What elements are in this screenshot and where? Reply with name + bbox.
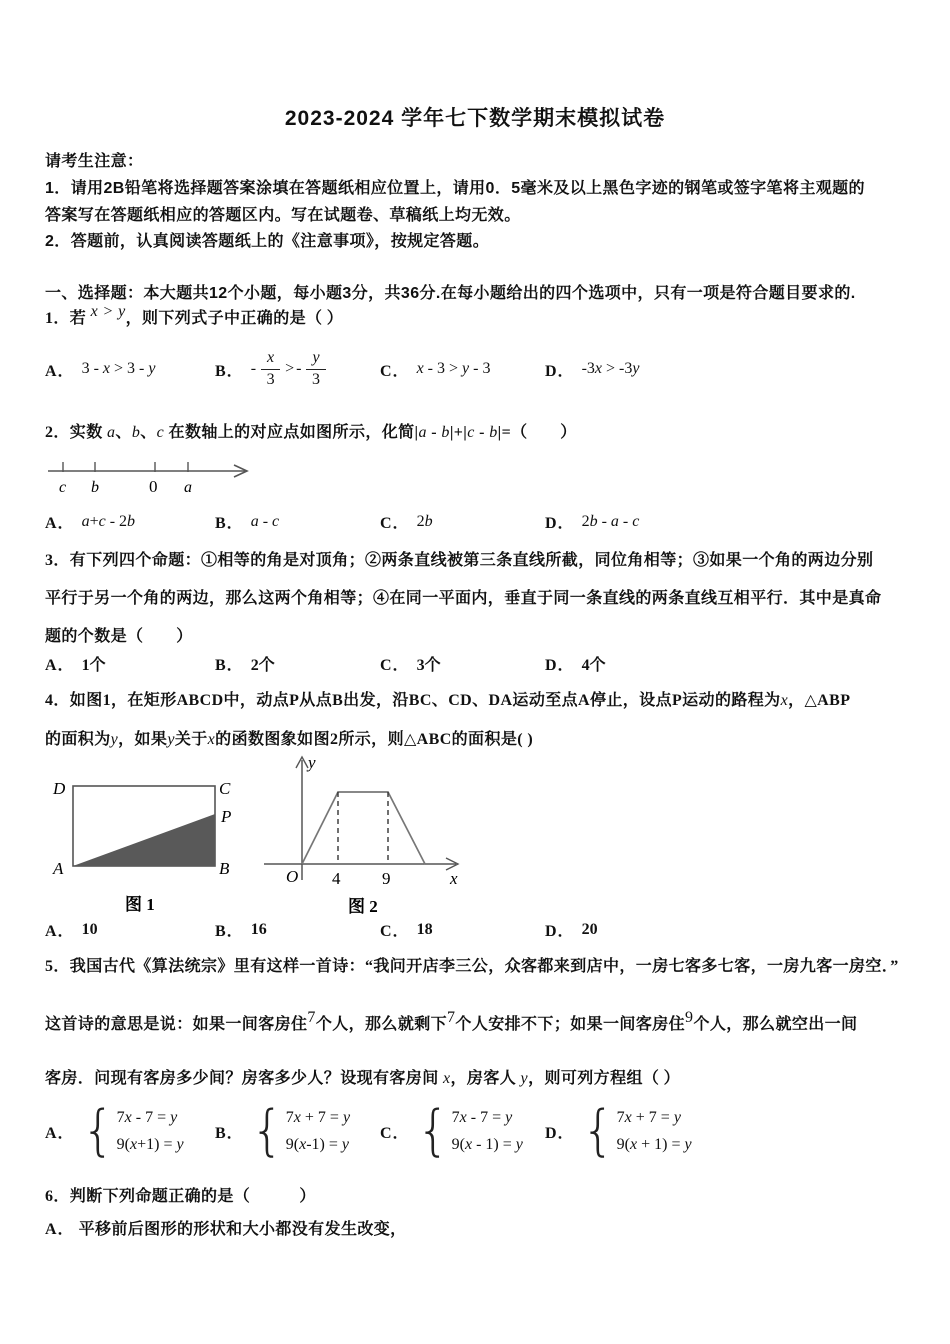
fraction-denominator: 3 — [312, 371, 321, 388]
question-1-stem — [45, 303, 905, 332]
question-3-line3: 题的个数是（ ） — [45, 628, 193, 645]
question-4-line2 — [45, 727, 905, 753]
question-2-options — [45, 510, 905, 533]
text-segment: 的面积为 — [45, 731, 111, 748]
text-segment: 9( — [116, 1136, 130, 1153]
text-segment: 个人，那么就空出一间 — [693, 1016, 858, 1033]
option-label: D． — [545, 657, 575, 674]
numberline-label-c: c — [59, 479, 67, 496]
q1-option-d — [545, 336, 905, 402]
q3-option-c — [380, 652, 545, 675]
equation-system: { 7x - 7 = y 9(x - 1) = y — [416, 1099, 523, 1163]
graph-line — [302, 792, 425, 864]
option-value: 3个 — [416, 657, 441, 674]
q5-option-c — [380, 1096, 545, 1166]
equation-1 — [286, 1105, 350, 1130]
notice-heading: 请考生注意： — [45, 153, 144, 170]
option-label: C． — [380, 362, 410, 380]
text-segment: 个人，那么就剩下 — [315, 1016, 448, 1033]
option-label: C． — [380, 923, 410, 940]
text-segment: b — [424, 512, 433, 530]
text-segment: - 7 = — [131, 1109, 171, 1126]
option-label: A． — [45, 1221, 75, 1238]
text-segment: y — [515, 1136, 523, 1153]
text-segment: x — [464, 1136, 473, 1153]
q4-option-d — [545, 918, 905, 941]
text-segment: 关于 — [174, 731, 208, 748]
q3-option-b — [215, 652, 380, 675]
notice-item2: 2．答题前，认真阅读答题纸上的《注意事项》，按规定答题。 — [45, 233, 490, 250]
fraction — [306, 348, 325, 390]
text-segment: 这首诗的意思是说：如果一间客房住 — [45, 1016, 308, 1033]
option-value — [82, 513, 135, 531]
figure-1 — [45, 768, 255, 926]
fraction-numerator: x — [261, 348, 280, 370]
equation-2 — [617, 1132, 692, 1157]
option-value: 16 — [250, 920, 267, 938]
option-value — [417, 513, 433, 531]
text-segment: - — [426, 424, 442, 441]
q6-option-a — [45, 1217, 905, 1243]
vertex-label-p: P — [221, 807, 232, 826]
vertex-label-c: C — [219, 779, 231, 798]
option-label: D． — [545, 362, 575, 380]
text-segment: 的函数图象如图2所示，则△ABC的面积是( ) — [215, 731, 534, 748]
text-segment: c — [272, 512, 280, 530]
text-segment: |=（ ） — [497, 424, 577, 441]
text-segment: - 3 > — [423, 360, 463, 377]
option-label: A． — [45, 657, 75, 674]
text-segment: x — [624, 1109, 632, 1126]
minus-sign: - — [296, 360, 302, 377]
question-1-options — [45, 336, 905, 402]
vertex-label-b: B — [219, 859, 230, 878]
shaded-triangle-abp — [73, 814, 215, 866]
text-segment: y — [167, 731, 175, 748]
question-3-options — [45, 652, 905, 675]
q4-option-a — [45, 918, 215, 941]
text-segment: -3 — [581, 360, 595, 377]
minus-sign: - — [250, 360, 257, 377]
q5-option-a — [45, 1096, 215, 1166]
text-segment: c — [467, 424, 475, 441]
text-segment: y — [632, 360, 640, 377]
text-segment: ，△ABP — [788, 692, 851, 709]
x-axis-label: x — [450, 869, 458, 888]
q2-option-b — [215, 510, 380, 533]
text-segment: -1) = — [306, 1136, 342, 1153]
text-segment: 9 — [685, 1009, 694, 1026]
option-label: D． — [545, 515, 575, 532]
text-segment: 7 — [116, 1109, 125, 1126]
text-segment: a — [107, 424, 116, 441]
text-segment: x — [443, 1070, 451, 1087]
fraction — [261, 348, 280, 390]
text-segment: y — [148, 360, 156, 377]
text-segment: 9( — [451, 1136, 465, 1153]
equation-2 — [286, 1132, 350, 1157]
text-segment: - — [258, 512, 273, 530]
equation-system: { 7x + 7 = y 9(x-1) = y — [250, 1099, 351, 1163]
greater-than-sign: > — [285, 360, 295, 377]
equation-2 — [117, 1132, 184, 1157]
fraction-expression — [251, 348, 329, 390]
option-label: D． — [545, 1124, 575, 1142]
option-value — [82, 360, 156, 378]
numberline-figure — [45, 448, 275, 500]
text-segment: x — [299, 1136, 307, 1153]
option-label: A． — [45, 923, 75, 940]
text-segment: b — [127, 512, 136, 530]
question-3-line1: 3．有下列四个命题：①相等的角是对顶角；②两条直线被第三条直线所截，同位角相等；③如果一个角的两边分别 — [45, 552, 874, 569]
option-label: C． — [380, 657, 410, 674]
option-label: B． — [215, 1124, 244, 1142]
text-segment: +1) = — [137, 1136, 177, 1153]
text-segment: x — [293, 1109, 301, 1126]
q5-option-d — [545, 1096, 905, 1166]
text-segment: x — [102, 360, 110, 377]
fraction-denominator: 3 — [266, 371, 275, 388]
y-axis-label: y — [308, 753, 316, 772]
figure-1-caption: 图 1 — [125, 895, 155, 914]
question-4-options — [45, 918, 905, 941]
text-segment: - — [474, 424, 490, 441]
text-segment: - — [597, 512, 611, 530]
q4-option-c — [380, 918, 545, 941]
q5-option-b — [215, 1096, 380, 1166]
text-segment: 、 — [140, 424, 157, 441]
text-segment: a — [250, 512, 259, 530]
text-segment: ，则下列式子中正确的是（ ） — [125, 310, 344, 327]
text-segment: 7 — [307, 1009, 316, 1026]
text-segment: x > y — [90, 303, 126, 320]
option-label: A． — [45, 362, 75, 380]
text-segment: x — [594, 360, 602, 377]
text-segment: c — [632, 512, 640, 530]
numberline-label-b: b — [91, 479, 99, 496]
text-segment: + 7 = — [631, 1109, 674, 1126]
equation-1 — [617, 1105, 692, 1130]
origin-label: O — [286, 867, 299, 886]
q3-option-a — [45, 652, 215, 675]
text-segment: 7 — [447, 1009, 456, 1026]
text-segment: - 2 — [105, 512, 128, 530]
option-label: C． — [380, 1124, 410, 1142]
section-1-heading: 一、选择题：本大题共12个小题，每小题3分，共36分.在每小题给出的四个选项中，只有一项是符合题目要求的. — [45, 285, 856, 302]
text-segment: c — [156, 424, 165, 441]
option-label: D． — [545, 923, 575, 940]
text-segment: x — [629, 1136, 638, 1153]
equation-1 — [117, 1105, 184, 1130]
q3-option-d — [545, 652, 905, 675]
q1-option-b — [215, 336, 380, 402]
text-segment: y — [342, 1109, 351, 1126]
text-segment: x — [416, 360, 424, 377]
text-segment: 1．若 — [45, 310, 91, 327]
q2-option-c — [380, 510, 545, 533]
text-segment: 9( — [616, 1136, 630, 1153]
numberline-label-a: a — [184, 479, 192, 496]
text-segment: b — [589, 512, 598, 530]
text-segment: + 7 = — [300, 1109, 343, 1126]
option-value: 平移前后图形的形状和大小都没有发生改变， — [78, 1221, 407, 1238]
question-5-desc-line1 — [45, 1009, 905, 1038]
option-label: B． — [215, 657, 244, 674]
text-segment: 4．如图1，在矩形ABCD中，动点P从点B出发，沿BC、CD、DA运动至点A停止，设点P运动的路程为 — [45, 692, 781, 709]
text-segment: y — [684, 1136, 692, 1153]
question-3-line2: 平行于另一个角的两边，那么这两个角相等；④在同一平面内，垂直于同一条直线的两条直线互相平行．其中是真命 — [45, 590, 882, 607]
text-segment: |+| — [449, 424, 468, 441]
option-label: A． — [45, 1124, 75, 1142]
text-segment: a — [418, 424, 427, 441]
q4-option-b — [215, 918, 380, 941]
text-segment: - 1) = — [472, 1136, 516, 1153]
option-value: 1个 — [81, 657, 106, 674]
option-value — [582, 513, 640, 531]
option-value — [417, 360, 491, 378]
text-segment: 3 - — [81, 360, 103, 377]
q1-option-a — [45, 336, 215, 402]
text-segment: y — [673, 1109, 681, 1126]
text-segment: > 3 - — [110, 360, 149, 377]
question-4-line1 — [45, 688, 905, 714]
option-label: B． — [215, 515, 244, 532]
text-segment: 客房．问现有客房多少间？房客多少人？设现有客房间 — [45, 1070, 444, 1087]
option-value — [582, 360, 640, 378]
text-segment: y — [341, 1136, 350, 1153]
option-label: A． — [45, 515, 75, 532]
text-segment: b — [131, 424, 141, 441]
text-segment: x — [129, 1136, 138, 1153]
option-label: B． — [215, 923, 244, 940]
q1-option-c — [380, 336, 545, 402]
text-segment: 在数轴上的对应点如图所示，化简| — [164, 424, 419, 441]
fraction-numerator: y — [306, 348, 325, 370]
text-segment: c — [98, 512, 106, 530]
text-segment: 7 — [285, 1109, 294, 1126]
text-segment: y — [110, 731, 119, 748]
text-segment: y — [520, 1070, 529, 1087]
equation-2 — [452, 1132, 523, 1157]
text-segment: ，则可列方程组（ ） — [528, 1070, 681, 1087]
numberline-label-zero: 0 — [149, 477, 158, 496]
text-segment: > -3 — [602, 360, 633, 377]
text-segment: ，如果 — [118, 731, 168, 748]
text-segment: + — [89, 512, 99, 530]
option-value — [251, 513, 279, 531]
question-5-desc-line2 — [45, 1066, 905, 1092]
option-value: 18 — [416, 920, 433, 938]
text-segment: 7 — [616, 1109, 625, 1126]
notice-item1-line1: 1．请用2B铅笔将选择题答案涂填在答题纸相应位置上，请用0．5毫米及以上黑色字迹的钢笔或签字笔将主观题的 — [45, 180, 865, 197]
text-segment: b — [489, 424, 498, 441]
equation-1 — [452, 1105, 523, 1130]
text-segment: x — [459, 1109, 467, 1126]
text-segment: + 1) = — [637, 1136, 685, 1153]
text-segment: ，房客人 — [450, 1070, 521, 1087]
text-segment: 9( — [285, 1136, 300, 1153]
question-5-line1: 5．我国古代《算法统宗》里有这样一首诗：“我问开店李三公，众客都来到店中，一房七客多七客，一房九客一房空．” — [45, 958, 899, 975]
equation-system: { 7x - 7 = y 9(x+1) = y — [81, 1099, 184, 1163]
text-segment: 7 — [451, 1109, 460, 1126]
text-segment: 、 — [115, 424, 132, 441]
question-5-options — [45, 1096, 905, 1166]
option-value: 2个 — [250, 657, 275, 674]
notice-item1-line2: 答案写在答题纸相应的答题区内。写在试题卷、草稿纸上均无效。 — [45, 207, 521, 224]
text-segment: a — [81, 512, 90, 530]
text-segment: 个人安排不下；如果一间客房住 — [455, 1016, 686, 1033]
text-segment: 2 — [581, 512, 590, 530]
vertex-label-d: D — [53, 779, 66, 798]
option-label: B． — [215, 362, 244, 380]
text-segment: y — [176, 1136, 184, 1153]
text-segment: 2 — [416, 512, 425, 530]
text-segment: - 7 = — [466, 1109, 506, 1126]
q2-option-a — [45, 510, 215, 533]
option-label: C． — [380, 515, 410, 532]
q2-option-d — [545, 510, 905, 533]
question-2-stem — [45, 420, 905, 446]
text-segment: 2．实数 — [45, 424, 108, 441]
vertex-label-a: A — [53, 859, 64, 878]
text-segment: y — [505, 1109, 513, 1126]
x-tick-9: 9 — [382, 869, 391, 888]
text-segment: x — [124, 1109, 132, 1126]
text-segment: y — [170, 1109, 178, 1126]
option-value: 10 — [81, 920, 98, 938]
figure-2-caption: 图 2 — [348, 897, 378, 916]
text-segment: x — [207, 731, 216, 748]
text-segment: y — [462, 360, 470, 377]
text-segment: - 3 — [469, 360, 491, 377]
page-title: 2023-2024 学年七下数学期末模拟试卷 — [284, 107, 666, 130]
text-segment: - — [618, 512, 633, 530]
question-6-stem: 6．判断下列命题正确的是（ ） — [45, 1188, 316, 1205]
text-segment: b — [441, 424, 450, 441]
option-value: 20 — [581, 920, 598, 938]
option-value: 4个 — [581, 657, 606, 674]
text-segment: x — [780, 692, 789, 709]
text-segment: a — [610, 512, 619, 530]
equation-system: { 7x + 7 = y 9(x + 1) = y — [581, 1099, 692, 1163]
figure-2 — [260, 752, 475, 920]
x-tick-4: 4 — [332, 869, 341, 888]
